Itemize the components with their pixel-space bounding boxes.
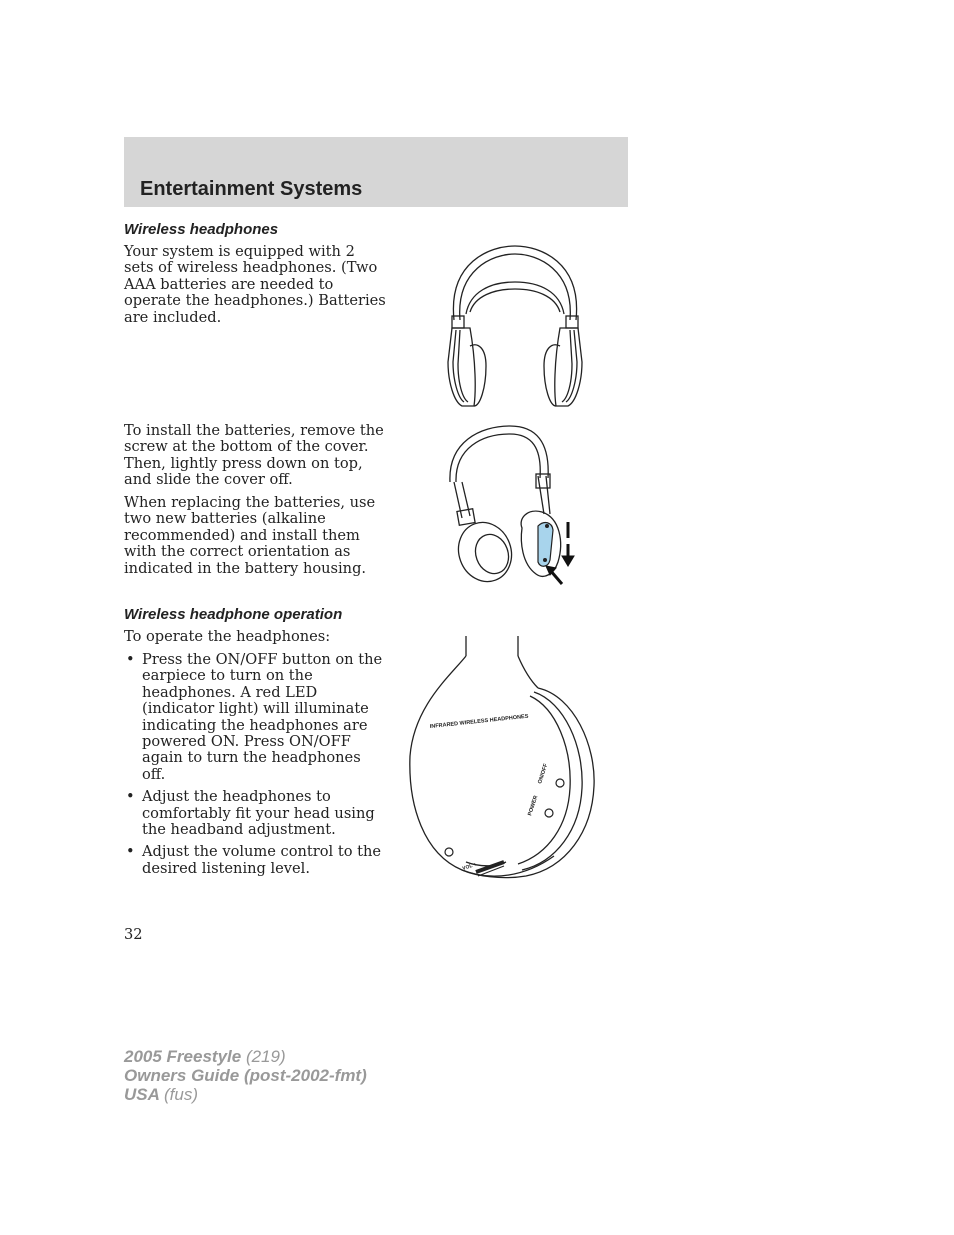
footer-model-code: (219) [245, 1047, 286, 1066]
subheading-wireless-headphones: Wireless headphones [124, 221, 279, 238]
headphones-battery-illustration [440, 422, 590, 590]
bullet-dot: • [126, 788, 135, 806]
jack-icon [445, 848, 453, 856]
earpiece-onoff-label: ON/OFF [537, 762, 550, 785]
section-title: Entertainment Systems [140, 178, 363, 200]
onoff-button-icon [556, 779, 564, 787]
page-number: 32 [124, 926, 143, 943]
volume-wheel-icon [476, 862, 504, 876]
paragraph-headphones-intro: Your system is equipped with 2 sets of wireless headphones. (Two AAA batteries are needed to operate the headphones.) Batteries are included. [124, 243, 386, 326]
earpiece-power-label: POWER [527, 794, 540, 817]
paragraph-replace-batteries: When replacing the batteries, use two new batteries (alkaline recommended) and install them with the correct orientation as indicated in the battery housing. [124, 494, 376, 577]
footer-region-code: (fus) [164, 1085, 198, 1104]
subheading-headphone-operation: Wireless headphone operation [124, 606, 343, 623]
list-item [124, 844, 386, 877]
bullet-text-volume: Adjust the volume control to the desired listening level. [142, 843, 382, 877]
operation-bullet-list [124, 652, 386, 883]
bullet-dot: • [126, 651, 135, 668]
earpiece-brand-label: INFRARED WIRELESS HEADPHONES [429, 713, 529, 730]
power-led-icon [545, 809, 553, 817]
headphones-front-illustration [440, 242, 590, 412]
list-item [124, 652, 386, 783]
footer-line-3 [124, 1085, 367, 1104]
footer-line-1 [124, 1047, 367, 1066]
bullet-text-adjust-fit: Adjust the headphones to comfortably fit your head using the headband adjustment. [142, 788, 375, 839]
paragraph-install-batteries: To install the batteries, remove the screw at the bottom of the cover. Then, lightly press down on top, and slide the cover off. [124, 422, 384, 489]
footer-line-2: Owners Guide (post-2002-fmt) [124, 1066, 367, 1085]
document-footer [124, 1047, 367, 1104]
earpiece-closeup-illustration [406, 636, 602, 882]
footer-region: USA [124, 1085, 160, 1104]
list-item [124, 789, 386, 838]
bullet-text-power: Press the ON/OFF button on the earpiece to turn on the headphones. A red LED (indicator light) will illuminate indicating the headphones are powered ON. Press ON/OFF again to turn the headphones off. [142, 651, 383, 783]
section-header-band [124, 137, 628, 207]
earpiece-vol-label: VOL + [461, 861, 478, 872]
paragraph-operate-intro: To operate the headphones: [124, 628, 331, 645]
footer-model: 2005 Freestyle [124, 1047, 242, 1066]
bullet-dot: • [126, 843, 135, 861]
